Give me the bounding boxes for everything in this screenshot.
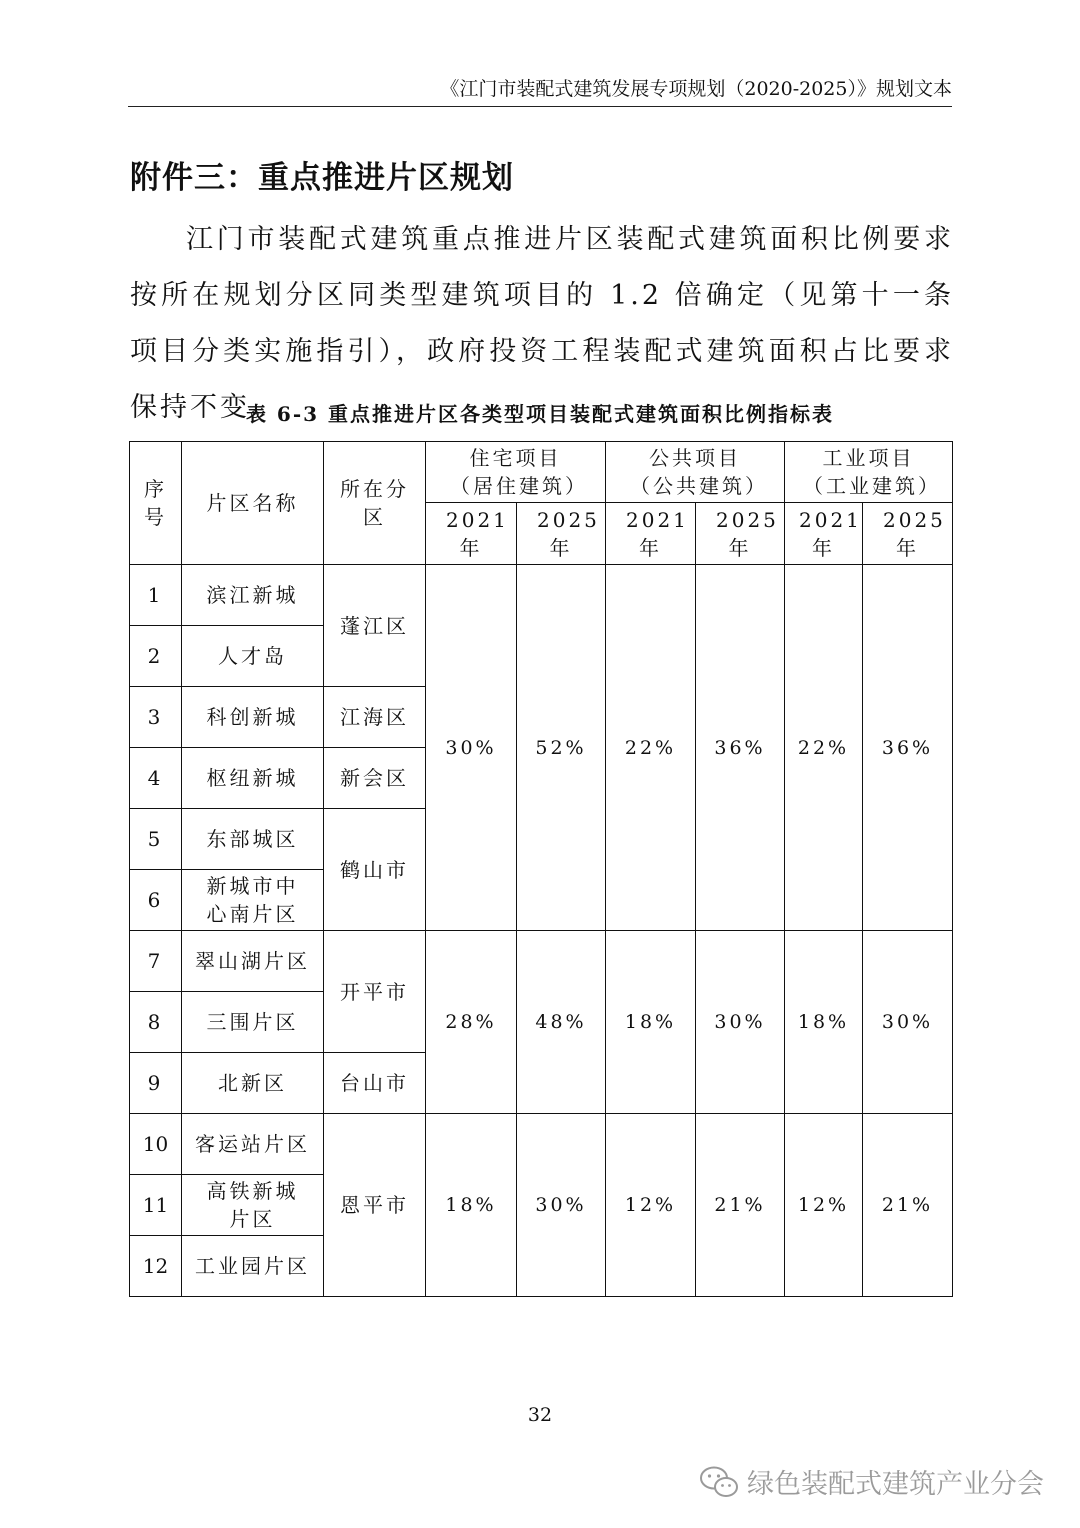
row-district: 江海区 <box>324 687 426 748</box>
header-district: 所在分区 <box>324 442 426 565</box>
row-name: 工业园片区 <box>182 1236 324 1297</box>
row-district: 台山市 <box>324 1053 426 1114</box>
row-seq: 11 <box>130 1175 182 1236</box>
value-ind-2025: 36% <box>863 565 953 931</box>
row-name: 三围片区 <box>182 992 324 1053</box>
row-name: 翠山湖片区 <box>182 931 324 992</box>
table-row <box>130 931 953 992</box>
header-seq: 序号 <box>130 442 182 565</box>
row-seq: 5 <box>130 809 182 870</box>
row-seq: 6 <box>130 870 182 931</box>
indicator-table <box>129 441 953 1297</box>
value-pub-2025: 21% <box>696 1114 785 1297</box>
row-district: 恩平市 <box>324 1114 426 1297</box>
row-seq: 10 <box>130 1114 182 1175</box>
header-residential: 住宅项目（居住建筑） <box>426 442 606 503</box>
value-ind-2021: 18% <box>785 931 863 1114</box>
header-res-2025: 2025年 <box>517 503 606 565</box>
wechat-icon <box>699 1465 739 1499</box>
row-name: 客运站片区 <box>182 1114 324 1175</box>
header-ind-2025: 2025年 <box>863 503 953 565</box>
header-industrial: 工业项目（工业建筑） <box>785 442 953 503</box>
row-seq: 3 <box>130 687 182 748</box>
value-pub-2021: 18% <box>606 931 696 1114</box>
header-public: 公共项目（公共建筑） <box>606 442 785 503</box>
value-pub-2021: 12% <box>606 1114 696 1297</box>
value-ind-2021: 12% <box>785 1114 863 1297</box>
watermark-text: 绿色装配式建筑产业分会 <box>747 1469 1044 1500</box>
row-seq: 12 <box>130 1236 182 1297</box>
row-seq: 8 <box>130 992 182 1053</box>
header-res-2021: 2021年 <box>426 503 517 565</box>
row-district: 鹤山市 <box>324 809 426 931</box>
row-name: 北新区 <box>182 1053 324 1114</box>
value-pub-2021: 22% <box>606 565 696 931</box>
row-name: 科创新城 <box>182 687 324 748</box>
row-seq: 1 <box>130 565 182 626</box>
value-ind-2025: 21% <box>863 1114 953 1297</box>
value-res-2021: 18% <box>426 1114 517 1297</box>
row-seq: 2 <box>130 626 182 687</box>
row-district: 新会区 <box>324 748 426 809</box>
value-res-2025: 48% <box>517 931 606 1114</box>
row-name: 高铁新城片区 <box>182 1175 324 1236</box>
row-district: 开平市 <box>324 931 426 1053</box>
value-res-2021: 28% <box>426 931 517 1114</box>
row-seq: 4 <box>130 748 182 809</box>
row-name: 东部城区 <box>182 809 324 870</box>
page-number: 32 <box>527 1404 553 1426</box>
row-name: 枢纽新城 <box>182 748 324 809</box>
value-res-2021: 30% <box>426 565 517 931</box>
value-ind-2025: 30% <box>863 931 953 1114</box>
row-name: 滨江新城 <box>182 565 324 626</box>
value-res-2025: 30% <box>517 1114 606 1297</box>
value-ind-2021: 22% <box>785 565 863 931</box>
value-pub-2025: 30% <box>696 931 785 1114</box>
row-name: 人才岛 <box>182 626 324 687</box>
row-seq: 9 <box>130 1053 182 1114</box>
header-pub-2021: 2021年 <box>606 503 696 565</box>
header-pub-2025: 2025年 <box>696 503 785 565</box>
table-row <box>130 565 953 626</box>
table-row <box>130 1114 953 1175</box>
section-title: 附件三：重点推进片区规划 <box>130 160 514 196</box>
table-header-row <box>130 442 953 503</box>
watermark <box>699 1462 1044 1501</box>
value-pub-2025: 36% <box>696 565 785 931</box>
header-name: 片区名称 <box>182 442 324 565</box>
row-seq: 7 <box>130 931 182 992</box>
running-header <box>128 76 952 107</box>
header-doc-title: 《江门市装配式建筑发展专项规划（2020-2025）》规划文本 <box>440 78 952 100</box>
value-res-2025: 52% <box>517 565 606 931</box>
row-district: 蓬江区 <box>324 565 426 687</box>
table-caption: 表 6-3 重点推进片区各类型项目装配式建筑面积比例指标表 <box>245 402 835 426</box>
body-paragraph: 江门市装配式建筑重点推进片区装配式建筑面积比例要求按所在规划分区同类型建筑项目的 1.2 倍确定（见第十一条 项目分类实施指引），政府投资工程装配式建筑面积占比要求保持不变。 <box>130 224 954 423</box>
row-name: 新城市中心南片区 <box>182 870 324 931</box>
header-ind-2021: 2021年 <box>785 503 863 565</box>
